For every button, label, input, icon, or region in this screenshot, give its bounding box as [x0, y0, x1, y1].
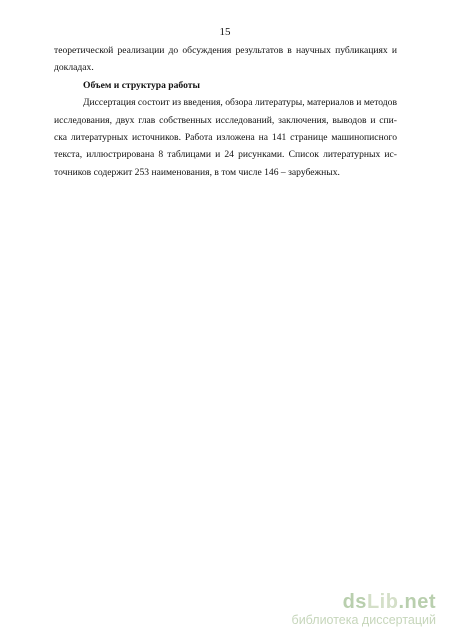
- paragraph-line: докладах.: [54, 62, 94, 74]
- document-body: [54, 42, 397, 181]
- paragraph-line: Диссертация состоит из введения, обзора литературы, материалов и методов: [83, 97, 397, 109]
- page-number: 15: [219, 26, 231, 38]
- watermark-logo-dot: .: [398, 591, 405, 613]
- paragraph-line: точников содержит 253 наименования, в том числе 146 – зарубежных.: [54, 166, 340, 178]
- paragraph-line: исследования, двух глав собственных исследований, заключения, выводов и спи-: [54, 114, 397, 126]
- watermark-logo-net: net: [404, 591, 436, 613]
- paragraph-line: текста, иллюстрирована 8 таблицами и 24 рисунками. Список литературных ис-: [54, 149, 397, 161]
- paragraph-line: теоретической реализации до обсуждения результатов в научных публикациях и: [54, 45, 397, 56]
- watermark: [292, 591, 436, 627]
- watermark-logo-lib: Lib: [366, 591, 399, 613]
- watermark-subtitle: библиотека диссертаций: [291, 613, 436, 627]
- section-heading: Объем и структура работы: [83, 79, 200, 91]
- watermark-logo-ds: ds: [342, 591, 367, 613]
- watermark-logo: [292, 591, 436, 613]
- paragraph-line: ска литературных источников. Работа изложена на 141 странице машинописного: [54, 132, 397, 144]
